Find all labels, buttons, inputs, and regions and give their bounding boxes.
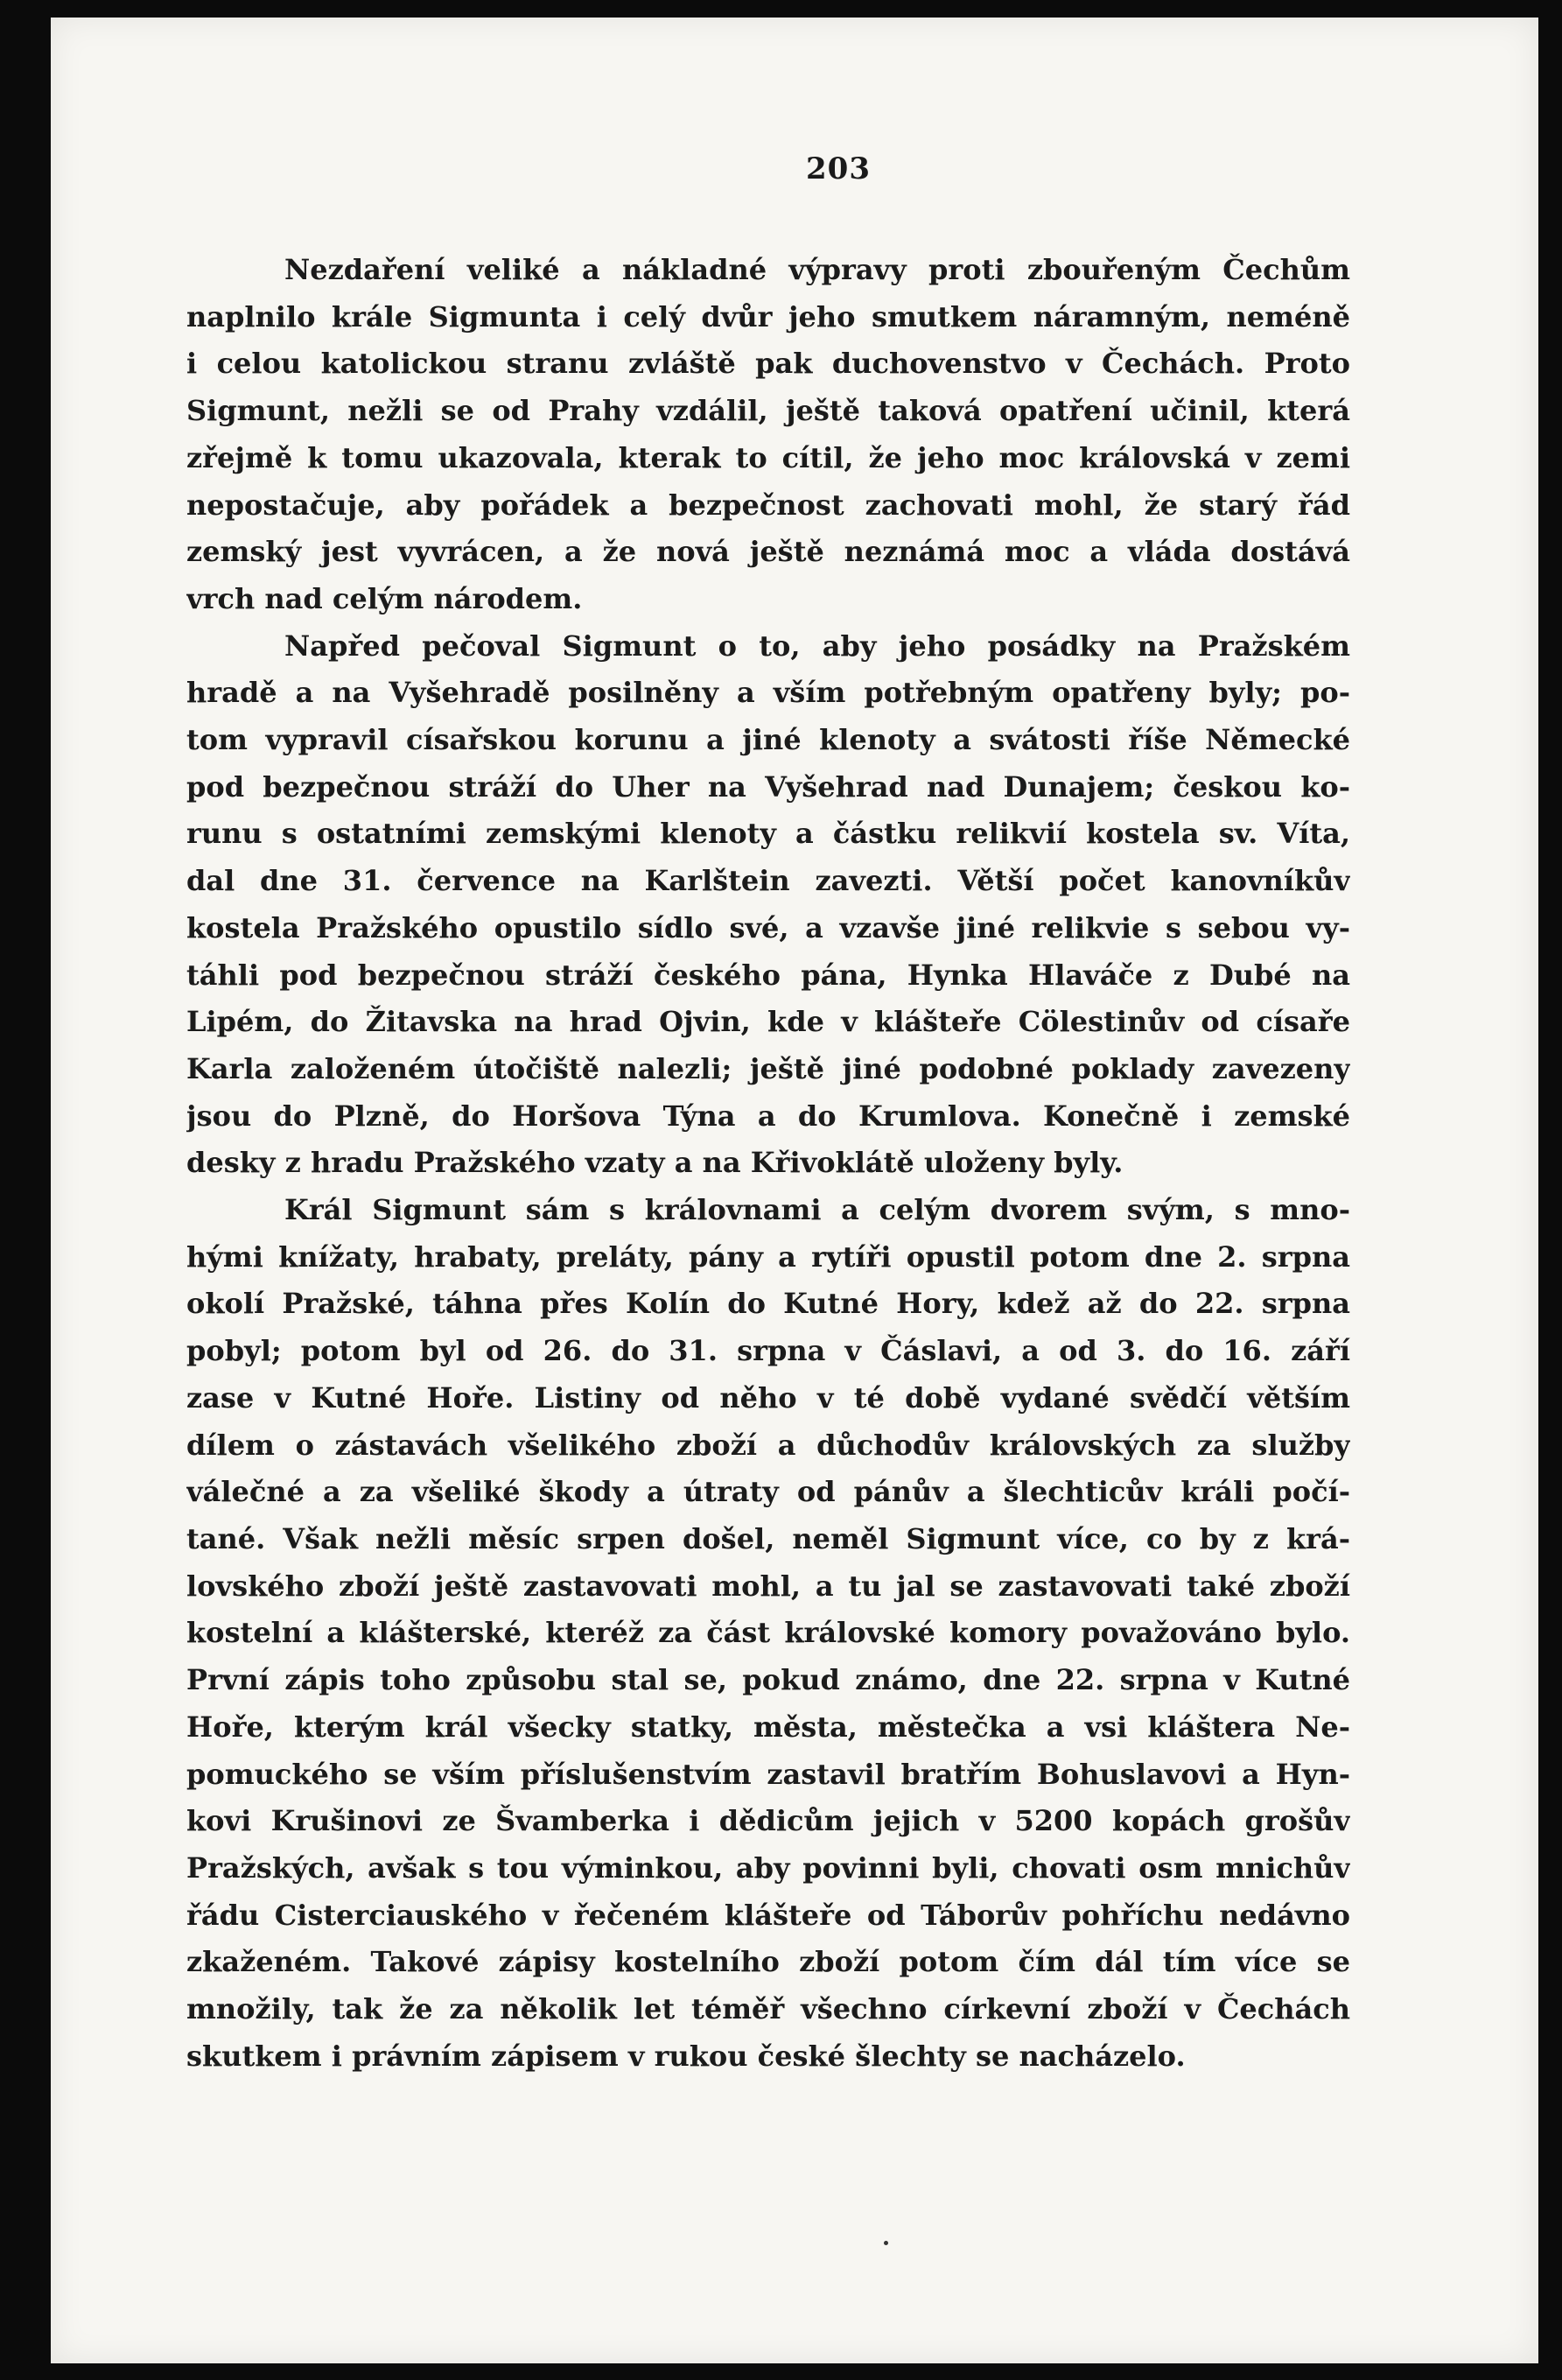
text-line: kostela Pražského opustilo sídlo své, a vzavše jiné relikvie s sebou vy- bbox=[186, 910, 1350, 944]
text-line: zřejmě k tomu ukazovala, kterak to cítil, že jeho moc královská v zemi bbox=[186, 440, 1350, 474]
text-line: jsou do Plzně, do Horšova Týna a do Krumlova. Konečně i zemské bbox=[186, 1099, 1350, 1133]
paragraph-3 bbox=[186, 1187, 1350, 2080]
text-line: tom vypravil císařskou korunu a jiné klenoty a svátosti říše Německé bbox=[186, 723, 1350, 757]
text-line: Pražských, avšak s tou výminkou, aby povinni byli, chovati osm mnichův bbox=[186, 1850, 1350, 1885]
text-line: okolí Pražské, táhna přes Kolín do Kutné Hory, kdež až do 22. srpna bbox=[186, 1287, 1350, 1321]
text-line: skutkem i právním zápisem v rukou české šlechty se nacházelo. bbox=[186, 2039, 1186, 2073]
text-line: pod bezpečnou stráží do Uher na Vyšehrad nad Dunajem; českou ko- bbox=[186, 769, 1350, 804]
text-line: naplnilo krále Sigmunta i celý dvůr jeho smutkem náramným, neméně bbox=[186, 299, 1350, 333]
text-line: vrch nad celým národem. bbox=[186, 581, 583, 615]
text-line: zase v Kutné Hoře. Listiny od něho v té době vydané svědčí větším bbox=[186, 1380, 1350, 1415]
text-line: pobyl; potom byl od 26. do 31. srpna v Čáslavi, a od 3. do 16. září bbox=[186, 1334, 1350, 1368]
text-line: řádu Cisterciauského v řečeném klášteře od Táborův pohříchu nedávno bbox=[186, 1898, 1350, 1932]
ink-speck bbox=[884, 2241, 888, 2245]
text-line: Hoře, kterým král všecky statky, města, městečka a vsi kláštera Ne- bbox=[186, 1710, 1350, 1744]
text-line: Sigmunt, nežli se od Prahy vzdálil, ještě taková opatření učinil, která bbox=[186, 394, 1350, 428]
text-line: táhli pod bezpečnou stráží českého pána, Hynka Hlaváče z Dubé na bbox=[186, 958, 1350, 992]
text-line: kostelní a klášterské, kteréž za část královské komory považováno bylo. bbox=[186, 1616, 1350, 1650]
text-line: Lipém, do Žitavska na hrad Ojvin, kde v klášteře Cölestinův od císaře bbox=[186, 1005, 1350, 1039]
text-line: runu s ostatními zemskými klenoty a částku relikvií kostela sv. Víta, bbox=[186, 817, 1350, 851]
text-line: hými knížaty, hrabaty, preláty, pány a rytíři opustil potom dne 2. srpna bbox=[186, 1239, 1350, 1274]
text-line: dílem o zástavách všelikého zboží a důchodův královských za služby bbox=[186, 1428, 1350, 1462]
text-line: První zápis toho způsobu stal se, pokud známo, dne 22. srpna v Kutné bbox=[186, 1663, 1350, 1697]
text-line: množily, tak že za několik let téměř všechno církevní zboží v Čechách bbox=[186, 1992, 1350, 2026]
text-line: i celou katolickou stranu zvláště pak duchovenstvo v Čechách. Proto bbox=[186, 347, 1350, 381]
text-line: hradě a na Vyšehradě posilněny a vším potřebným opatřeny byly; po- bbox=[186, 676, 1350, 710]
text-line: tané. Však nežli měsíc srpen došel, neměl Sigmunt více, co by z krá- bbox=[186, 1521, 1350, 1555]
paragraph-2 bbox=[186, 623, 1350, 1187]
text-line: zkaženém. Takové zápisy kostelního zboží potom čím dál tím více se bbox=[186, 1945, 1350, 1979]
text-line: válečné a za všeliké škody a útraty od pánův a šlechticův králi počí- bbox=[186, 1475, 1350, 1509]
text-line: Karla založeném útočiště nalezli; ještě jiné podobné poklady zavezeny bbox=[186, 1051, 1350, 1085]
text-line: desky z hradu Pražského vzaty a na Křivoklátě uloženy byly. bbox=[186, 1146, 1124, 1180]
text-line: pomuckého se vším příslušenstvím zastavil bratřím Bohuslavovi a Hyn- bbox=[186, 1757, 1350, 1791]
text-line: Král Sigmunt sám s královnami a celým dvorem svým, s mno- bbox=[284, 1193, 1350, 1227]
book-page bbox=[51, 18, 1538, 2363]
body-text bbox=[186, 247, 1350, 2080]
text-line: nepostačuje, aby pořádek a bezpečnost zachovati mohl, že starý řád bbox=[186, 488, 1350, 522]
text-line: lovského zboží ještě zastavovati mohl, a tu jal se zastavovati také zboží bbox=[186, 1569, 1350, 1603]
page-number: 203 bbox=[806, 151, 871, 186]
text-line: dal dne 31. července na Karlštein zavezti. Větší počet kanovníkův bbox=[186, 864, 1350, 898]
text-line: Nezdaření veliké a nákladné výpravy proti zbouřeným Čechům bbox=[284, 253, 1350, 286]
text-line: Napřed pečoval Sigmunt o to, aby jeho posádky na Pražském bbox=[284, 628, 1350, 663]
text-line: kovi Krušinovi ze Švamberka i dědicům jejich v 5200 kopách grošův bbox=[186, 1804, 1350, 1838]
text-line: zemský jest vyvrácen, a že nová ještě neznámá moc a vláda dostává bbox=[186, 535, 1350, 569]
paragraph-1 bbox=[186, 247, 1350, 623]
